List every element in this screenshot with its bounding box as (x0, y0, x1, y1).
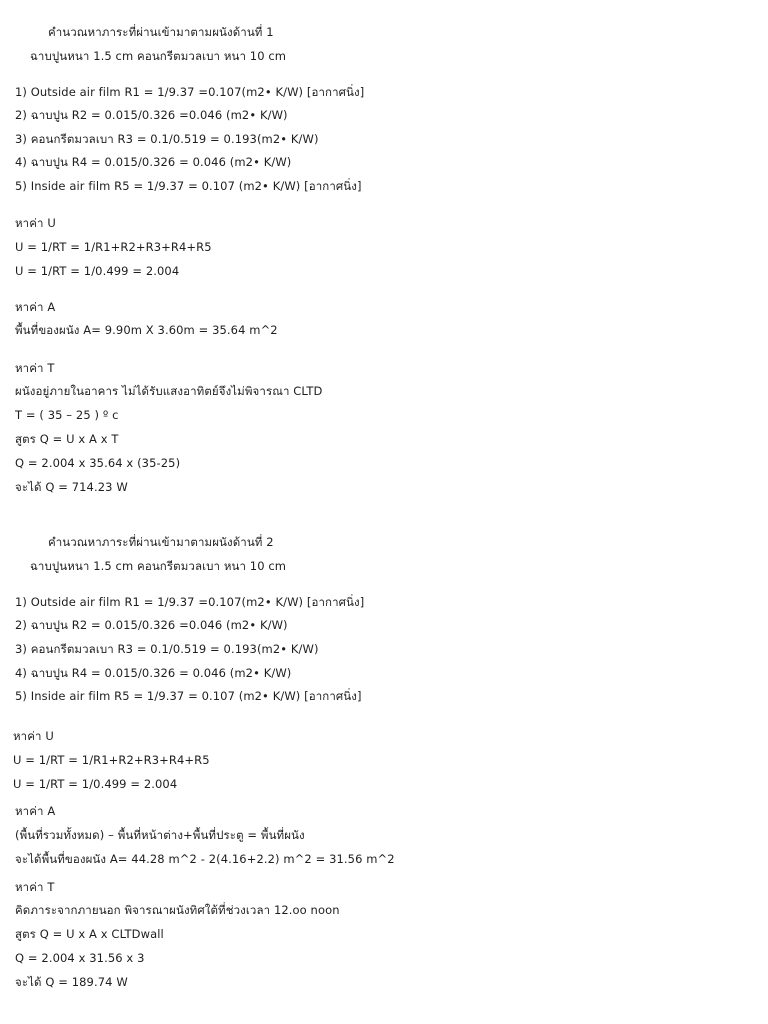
section2-t-heading: หาค่า T (15, 880, 55, 894)
section2-q-calc: Q = 2.004 x 31.56 x 3 (15, 951, 145, 965)
section1-layer-4: 4) ฉาบปูน R4 = 0.015/0.326 = 0.046 (m2• K/W) (15, 155, 292, 169)
section1-a-heading: หาค่า A (15, 300, 56, 314)
section2-layer-5: 5) Inside air film R5 = 1/9.37 = 0.107 (m2• K/W) [อากาศนิ่ง] (15, 689, 362, 703)
section2-layer-3: 3) คอนกรีตมวลเบา R3 = 0.1/0.519 = 0.193(m2• K/W) (15, 642, 319, 656)
section1-t-note: ผนังอยู่ภายในอาคาร ไม่ได้รับแสงอาทิตย์จึงไม่พิจารณา CLTD (15, 384, 323, 398)
section2-layer-4: 4) ฉาบปูน R4 = 0.015/0.326 = 0.046 (m2• K/W) (15, 666, 292, 680)
section1-layer-2: 2) ฉาบปูน R2 = 0.015/0.326 =0.046 (m2• K/W) (15, 108, 288, 122)
section2-layer-2: 2) ฉาบปูน R2 = 0.015/0.326 =0.046 (m2• K/W) (15, 618, 288, 632)
section2-title: คำนวณหาภาระที่ผ่านเข้ามาตามผนังด้านที่ 2 (48, 535, 274, 549)
section1-q-calc: Q = 2.004 x 35.64 x (35-25) (15, 456, 181, 470)
section2-q-formula: สูตร Q = U x A x CLTDwall (15, 927, 164, 941)
section1-layer-3: 3) คอนกรีตมวลเบา R3 = 0.1/0.519 = 0.193(m2• K/W) (15, 132, 319, 146)
section2-a-note: (พื้นที่รวมทั้งหมด) – พื้นที่หน้าต่าง+พื้นที่ประตู = พื้นที่ผนัง (15, 828, 305, 842)
section1-u-heading: หาค่า U (15, 216, 56, 230)
section2-u-value: U = 1/RT = 1/0.499 = 2.004 (13, 777, 178, 791)
section2-u-formula: U = 1/RT = 1/R1+R2+R3+R4+R5 (13, 753, 210, 767)
section1-title: คำนวณหาภาระที่ผ่านเข้ามาตามผนังด้านที่ 1 (48, 25, 274, 39)
section1-subtitle: ฉาบปูนหนา 1.5 cm คอนกรีตมวลเบา หนา 10 cm (30, 49, 287, 63)
section1-u-value: U = 1/RT = 1/0.499 = 2.004 (15, 264, 180, 278)
section1-u-formula: U = 1/RT = 1/R1+R2+R3+R4+R5 (15, 240, 212, 254)
section2-subtitle: ฉาบปูนหนา 1.5 cm คอนกรีตมวลเบา หนา 10 cm (30, 559, 287, 573)
section2-u-heading: หาค่า U (13, 729, 54, 743)
section1-q-formula: สูตร Q = U x A x T (15, 432, 119, 446)
section1-t-heading: หาค่า T (15, 361, 55, 375)
section2-a-value: จะได้พื้นที่ของผนัง A= 44.28 m^2 - 2(4.16+2.2) m^2 = 31.56 m^2 (15, 852, 395, 866)
section2-t-note: คิดภาระจากภายนอก พิจารณาผนังทิศใต้ที่ช่วงเวลา 12.oo noon (15, 903, 340, 917)
section1-a-value: พื้นที่ของผนัง A= 9.90m X 3.60m = 35.64 m^2 (15, 323, 278, 337)
section1-q-result: จะได้ Q = 714.23 W (15, 480, 128, 494)
section2-a-heading: หาค่า A (15, 804, 56, 818)
section2-layer-1: 1) Outside air film R1 = 1/9.37 =0.107(m2• K/W) [อากาศนิ่ง] (15, 595, 365, 609)
section1-layer-1: 1) Outside air film R1 = 1/9.37 =0.107(m2• K/W) [อากาศนิ่ง] (15, 85, 365, 99)
section2-q-result: จะได้ Q = 189.74 W (15, 975, 128, 989)
section1-t-value: T = ( 35 – 25 ) º c (15, 408, 119, 422)
section1-layer-5: 5) Inside air film R5 = 1/9.37 = 0.107 (m2• K/W) [อากาศนิ่ง] (15, 179, 362, 193)
